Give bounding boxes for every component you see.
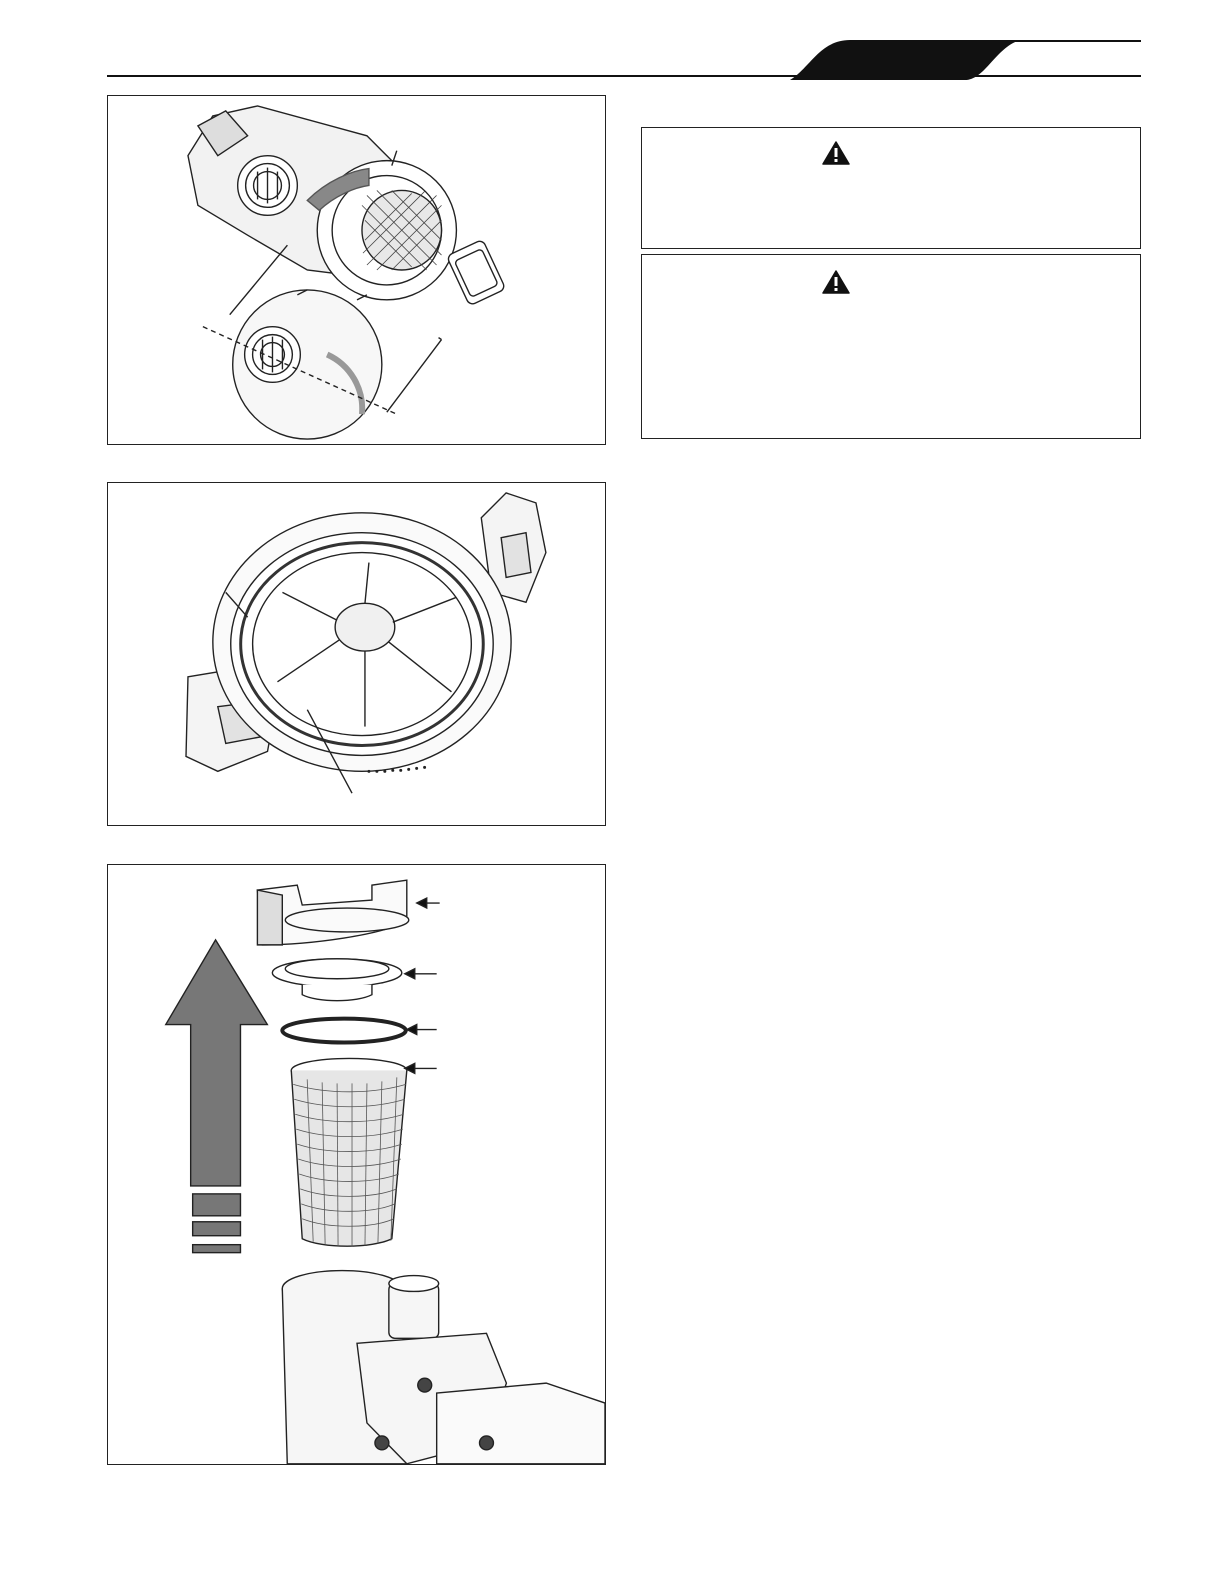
pump-top-illustration xyxy=(108,96,605,444)
figure-lid-o-ring xyxy=(107,482,606,826)
header-tab xyxy=(780,38,1040,80)
warning-triangle-icon xyxy=(822,270,850,294)
exploded-view-illustration xyxy=(108,865,605,1464)
figure-exploded-view xyxy=(107,864,606,1465)
lift-arrow-bar-1 xyxy=(193,1194,241,1216)
warning-box-1 xyxy=(641,127,1141,249)
lift-arrow xyxy=(166,940,268,1186)
lift-arrow-bar-3 xyxy=(193,1245,241,1253)
lift-arrow-bar-2 xyxy=(193,1222,241,1236)
warning-box-2 xyxy=(641,254,1141,439)
warning-triangle-icon xyxy=(822,141,850,165)
figure-lid-lock-detail xyxy=(107,95,606,445)
lid-underside-illustration xyxy=(108,483,605,825)
